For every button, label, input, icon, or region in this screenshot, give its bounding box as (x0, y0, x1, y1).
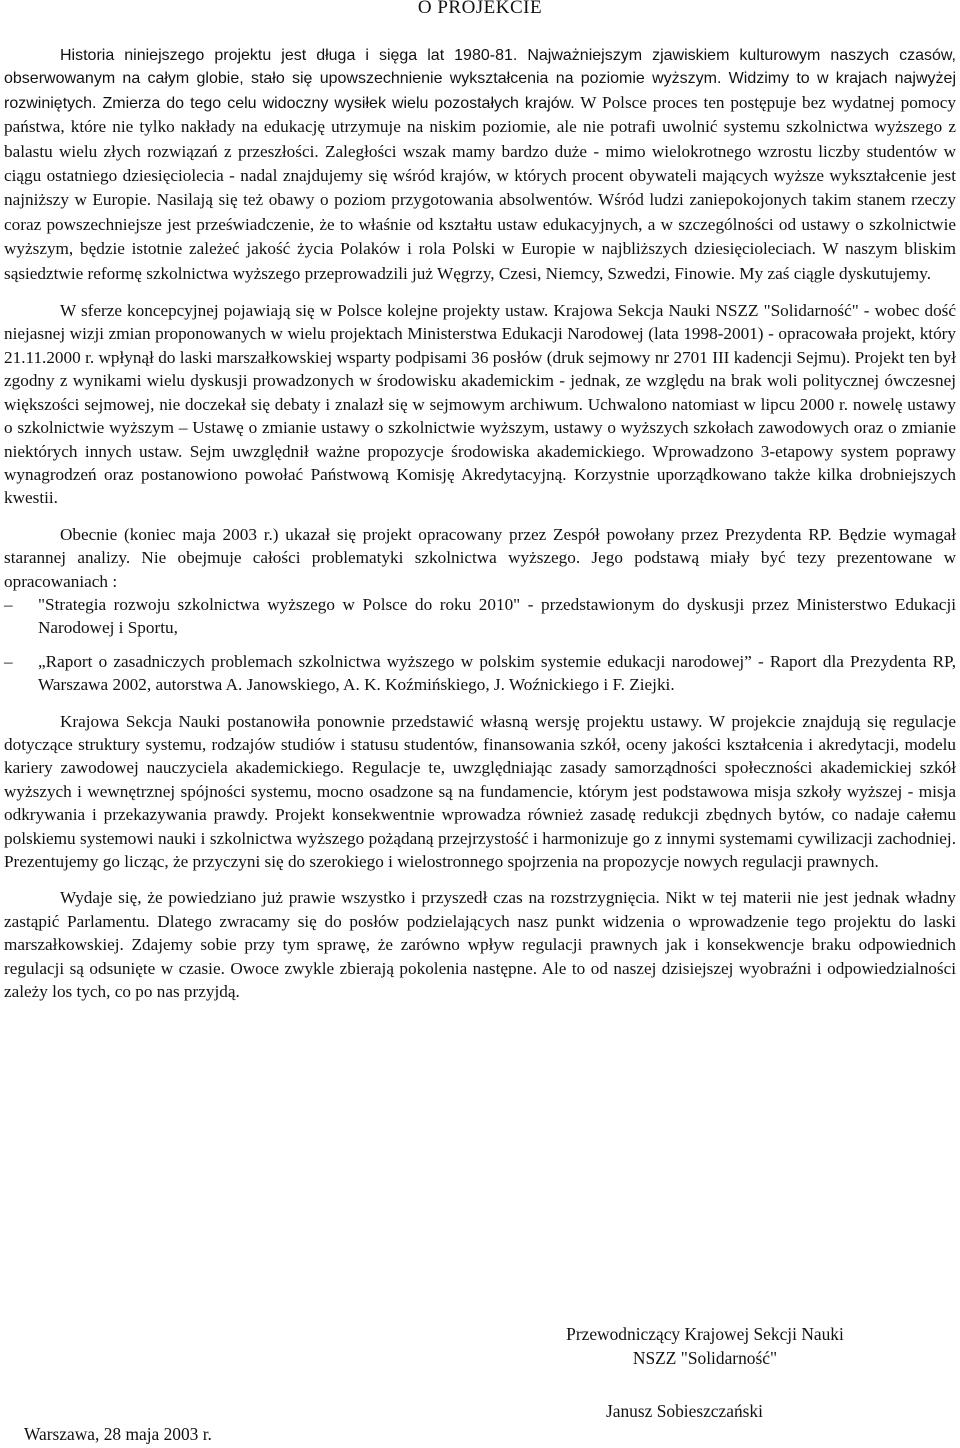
paragraph-history (4, 44, 956, 286)
list-item (4, 650, 956, 697)
paragraph-history-serif: W Polsce proces ten postępuje bez wydatnej pomocy państwa, które nie tylko nakłady na edukację utrzymuje na niskim poziomie, ale nie potrafi uwolnić systemu szkolnictwa wyższego z balastu wielu złych rozwiązań z przeszłości. Zaległości wszak mamy bardzo duże - mimo wielokrotnego wzrostu liczby studentów w ciągu ostatniego dziesięciolecia - nadal znajdujemy się wśród krajów, w których procent obywateli mających wyższe wykształcenie jest najniższy w Europie. Nasilają się też obawy o poziom przygotowania absolwentów. Wśród ludzi zaniepokojonych takim stanem rzeczy coraz powszechniejsze jest przeświadczenie, że to właśnie od kształtu ustaw edukacyjnych, a w szczególności od ustawy o szkolnictwie wyższym, będzie istotnie zależeć jakość życia Polaków i rola Polski w Europie w najbliższych dziesięcioleciach. W naszym bliskim sąsiedztwie reformę szkolnictwa wyższego przeprowadzili już Węgrzy, Czesi, Niemcy, Szwedzi, Finowie. My zaś ciągle dyskutujemy. (4, 92, 956, 283)
signature-role-line1: Przewodniczący Krajowej Sekcji Nauki (566, 1324, 844, 1344)
signature-role-line2: NSZZ "Solidarność" (632, 1348, 778, 1368)
paragraph-concepts: W sferze koncepcyjnej pojawiają się w Polsce kolejne projekty ustaw. Krajowa Sekcja Nauki NSZZ "Solidarność" - wobec dość niejasnej wizji zmian proponowanych w wielu projektach Ministerstwa Edukacji Narodowej (lata 1998-2001) - opracowała projekt, który 21.11.2000 r. wpłynął do laski marszałkowskiej wsparty podpisami 36 posłów (druk sejmowy nr 2701 III kadencji Sejmu). Projekt ten był zgodny z wynikami wielu dyskusji prowadzonych w środowisku akademickim - jednak, ze względu na brak woli politycznej ówczesnej większości sejmowej, nie doczekał się debaty i znalazł się w sejmowym archiwum. Uchwalono natomiast w lipcu 2000 r. nowelę ustawy o szkolnictwie wyższym – Ustawę o zmianie ustawy o szkolnictwie wyższym, ustawy o wyższych szkołach zawodowych oraz o zmianie niektórych innych ustaw. Sejm uwzględnił ważne propozycje środowiska akademickiego. Wprowadzono 3-etapowy system poprawy wynagrodzeń oraz postanowiono powołać Państwową Komisję Akredytacyjną. Korzystnie uporządkowano także kilka drobniejszych kwestii. (4, 301, 956, 508)
dash-bullet-icon: – (4, 594, 13, 614)
paragraph-appeal: Wydaje się, że powiedziano już prawie wszystko i przyszedł czas na rozstrzygnięcia. Nikt w tej materii nie jest jednak władny zastąpić Parlamentu. Dlatego zwracamy się do posłów podzielających nasz punkt widzenia o wprowadzenie tego projektu do laski marszałkowskiej. Zdajemy sobie przy tym sprawę, że zarówno wpływ regulacji prawnych jak i konsekwencje braku odpowiednich regulacji są odsunięte w czasie. Owoce zwykle zbierają pokolenia następne. Ale to od naszej dzisiejszej wyobraźni i odpowiedzialności zależy los tych, co po nas przyjdą. (4, 888, 956, 1002)
list-item (4, 593, 956, 640)
paragraph-history-sans: Historia niniejszego projektu jest długa i sięga lat 1980-81. Najważniejszym zjawiskiem kulturowym naszych czasów, obserwowanym na całym globie, stało się upowszechnienie wykształcenia na poziomie wyższym. Widzimy to w krajach najwyżej rozwiniętych. Zmierza do tego celu widoczny wysiłek wielu pozostałych krajów. (4, 47, 956, 112)
list-item-text: "Strategia rozwoju szkolnictwa wyższego w Polsce do roku 2010" - przedstawionym do dyskusji przez Ministerstwo Edukacji Narodowej i Sportu, (38, 594, 956, 638)
list-item-text: „Raport o zasadniczych problemach szkolnictwa wyższego w polskim systemie edukacji narodowej” - Raport dla Prezydenta RP, Warszawa 2002, autorstwa A. Janowskiego, A. K. Koźmińskiego, J. Woźnickiego i F. Ziejki. (38, 651, 956, 695)
page-title: O PROJEKCIE (417, 0, 543, 18)
paragraph-proposal: Krajowa Sekcja Nauki postanowiła ponownie przedstawić własną wersję projektu ustawy. W projekcie znajdują się regulacje dotyczące struktury systemu, rodzajów studiów i statusu studentów, finansowania szkół, oceny jakości kształcenia i akredytacji, modelu kariery zawodowej nauczyciela akademickiego. Regulacje te, uwzględniając zasady samorządności społeczności akademickiej szkół wyższych i wewnętrznej spójności systemu, mocno osadzone są na fundamencie, którym jest podstawowa misja szkoły wyższej - misja odkrywania i przekazywania prawdy. Projekt konsekwentnie wprowadza również zasadę redukcji zbędnych bytów, co nadaje całemu polskiemu systemowi nauki i szkolnictwa wyższego pożądaną przejrzystość i harmonizuje go z innymi systemami cywilizacji zachodniej. Prezentujemy go licząc, że przyczyni się do szerokiego i wielostronnego spojrzenia na propozycje nowych regulacji prawnych. (4, 711, 956, 871)
document-body (4, 44, 956, 1016)
signature-role (530, 1322, 880, 1370)
place-date: Warszawa, 28 maja 2003 r. (24, 1424, 212, 1444)
paragraph-current: Obecnie (koniec maja 2003 r.) ukazał się projekt opracowany przez Zespół powołany przez Prezydenta RP. Będzie wymagał starannej analizy. Nie obejmuje całości problematyki szkolnictwa wyższego. Jego podstawą miały być tezy prezentowane w opracowaniach : (4, 524, 956, 591)
reference-list (4, 593, 956, 697)
signature-name: Janusz Sobieszczański (606, 1401, 763, 1421)
dash-bullet-icon: – (4, 651, 13, 671)
